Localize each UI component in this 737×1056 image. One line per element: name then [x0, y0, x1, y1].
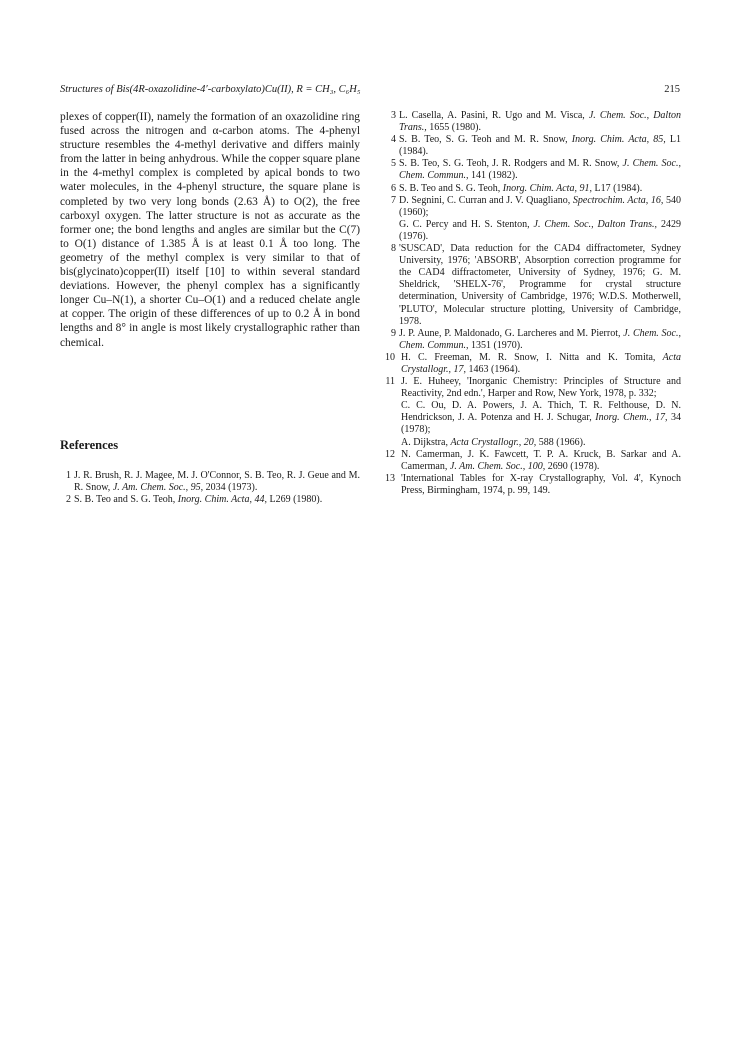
reference-text [399, 134, 681, 158]
reference-number: 11 [385, 376, 395, 388]
reference-number: 10 [385, 351, 395, 363]
reference-item [385, 195, 681, 243]
reference-text [401, 449, 681, 473]
reference-text [399, 328, 681, 352]
reference-item [385, 110, 681, 134]
reference-authors: G. C. Percy and H. S. Stenton, [399, 218, 534, 230]
reference-journal: Inorg. Chim. Acta, 44, [177, 494, 267, 506]
reference-journal: J. Chem. Soc., Chem. Commun., [399, 327, 681, 351]
reference-citation [399, 134, 681, 158]
reference-text [401, 352, 681, 376]
right-column [385, 110, 681, 497]
reference-authors: L. Casella, A. Pasini, R. Ugo and M. Visca, [399, 110, 589, 121]
reference-item [385, 134, 681, 158]
reference-number: 9 [391, 327, 396, 339]
reference-citation [399, 110, 681, 134]
reference-item [385, 352, 681, 376]
reference-citation [399, 328, 681, 352]
reference-authors: J. P. Aune, P. Maldonado, G. Larcheres and M. Pierrot, [399, 327, 624, 339]
reference-number: 3 [391, 110, 396, 121]
reference-citation [74, 470, 360, 494]
reference-pages: 141 (1982). [468, 170, 518, 182]
references-heading: References [60, 438, 119, 452]
reference-journal: Acta Crystallogr., 17, [401, 351, 681, 375]
reference-text [401, 376, 681, 449]
reference-authors: 'SUSCAD', Data reduction for the CAD4 diffractometer, Sydney University, 1976; 'ABSORB', Absorption correction programme for the CAD4 diffractometer, University of Sydney, 1976; G. M. Sheldrick, 'SHELX-76', Programme for crystal structure determination, University of Cambridge, 1976; W.D.S. Motherwell, 'PLUTO', Molecular structure plotting, University of Cambridge, 1978. [399, 243, 681, 327]
reference-citation [401, 437, 681, 449]
reference-item [60, 470, 360, 494]
reference-item [385, 328, 681, 352]
reference-citation [401, 449, 681, 473]
reference-journal: Spectrochim. Acta, 16, [572, 194, 664, 206]
reference-pages: L269 (1980). [266, 494, 323, 506]
reference-journal: Inorg. Chem., 17, [595, 412, 668, 424]
reference-number: 1 [66, 470, 71, 481]
reference-item [385, 158, 681, 182]
reference-pages: 540 (1960); [399, 194, 681, 218]
reference-item [60, 494, 360, 506]
reference-authors: S. B. Teo, S. G. Teoh, J. R. Rodgers and M. R. Snow, [399, 158, 623, 170]
reference-citation [399, 183, 681, 195]
reference-journal: J. Chem. Soc., Dalton Trans., [399, 110, 681, 134]
reference-authors: S. B. Teo, S. G. Teoh and M. R. Snow, [399, 134, 572, 146]
reference-pages: 34 (1978); [401, 412, 681, 436]
reference-item [385, 473, 681, 497]
reference-citation [401, 473, 681, 497]
reference-journal: J. Am. Chem. Soc., 95, [112, 482, 204, 494]
reference-number: 5 [391, 158, 396, 170]
reference-authors: S. B. Teo and S. G. Teoh, [399, 182, 503, 194]
reference-journal: J. Am. Chem. Soc., 100, [449, 460, 546, 472]
reference-item [385, 183, 681, 195]
reference-number: 12 [385, 448, 395, 460]
reference-pages: 2690 (1978). [545, 460, 600, 472]
reference-citation [401, 352, 681, 376]
reference-citation [399, 243, 681, 328]
reference-authors: S. B. Teo and S. G. Teoh, [74, 494, 178, 506]
reference-journal: Inorg. Chim. Acta, 91, [502, 182, 592, 194]
reference-journal: Inorg. Chim. Acta, 85, [571, 134, 666, 146]
left-column [60, 110, 360, 506]
reference-journal: Acta Crystallogr., 20, [450, 436, 537, 448]
reference-authors: D. Segnini, C. Curran and J. V. Quagliano, [399, 194, 573, 206]
reference-number: 4 [391, 134, 396, 146]
reference-pages: 1463 (1964). [466, 363, 521, 375]
reference-authors: J. E. Huheey, 'Inorganic Chemistry: Principles of Structure and Reactivity, 2nd edn.', Harper and Row, New York, 1978, p. 332; [401, 376, 681, 400]
reference-citation [399, 158, 681, 182]
reference-text [399, 110, 681, 134]
reference-pages: 1351 (1970). [468, 339, 523, 351]
reference-text [74, 494, 360, 506]
reference-number: 8 [391, 243, 396, 255]
references-list-right [385, 110, 681, 497]
reference-text [399, 183, 681, 195]
reference-authors: C. C. Ou, D. A. Powers, J. A. Thich, T. R. Felthouse, D. N. Hendrickson, J. A. Potenza and H. J. Schugar, [401, 400, 681, 424]
reference-text [399, 243, 681, 328]
reference-text [399, 195, 681, 243]
reference-pages: 2429 (1976). [399, 218, 682, 242]
reference-item [385, 376, 681, 449]
reference-number: 6 [391, 182, 396, 194]
references-list-left [60, 470, 360, 506]
running-head-title: Structures of Bis(4R-oxazolidine-4′-carboxylato)Cu(II), R = CH₃, C₆H₅ [60, 84, 361, 95]
reference-authors: 'International Tables for X-ray Crystallography, Vol. 4', Kynoch Press, Birmingham, 1974, p. 99, 149. [401, 472, 681, 496]
reference-text [401, 473, 681, 497]
reference-item [385, 243, 681, 328]
reference-number: 2 [66, 494, 71, 506]
reference-citation [399, 219, 681, 243]
reference-authors: N. Camerman, J. K. Fawcett, T. P. A. Kruck, B. Sarkar and A. Camerman, [401, 448, 681, 472]
running-head [60, 84, 680, 100]
reference-pages: L1 (1984). [399, 134, 682, 158]
reference-pages: 588 (1966). [536, 436, 586, 448]
page-number: 215 [664, 84, 680, 95]
reference-pages: 1655 (1980). [426, 122, 481, 134]
reference-authors: H. C. Freeman, M. R. Snow, I. Nitta and K. Tomita, [401, 351, 663, 363]
reference-item [385, 449, 681, 473]
reference-text [399, 158, 681, 182]
reference-number: 7 [391, 194, 396, 206]
reference-citation [401, 376, 681, 400]
reference-citation [74, 494, 360, 506]
reference-citation [399, 195, 681, 219]
reference-text [74, 470, 360, 494]
reference-journal: J. Chem. Soc., Dalton Trans., [533, 218, 658, 230]
reference-authors: A. Dijkstra, [401, 436, 451, 448]
reference-journal: J. Chem. Soc., Chem. Commun., [399, 158, 681, 182]
reference-pages: 2034 (1973). [203, 482, 258, 494]
body-paragraph: plexes of copper(II), namely the formation of an oxazolidine ring fused across the nitrogen and α-carbon atoms. The 4-phenyl structure resembles the 4-methyl derivative and differs mainly from the latter in being anhydrous. While the copper square plane in the 4-methyl complex is completed by apical bonds to two water molecules, in the 4-phenyl structure, the square plane is completed by two very long bonds (2.63 Å) to O(2), the free carboxyl oxygen. The latter structure is not as accurate as the former one; the bond lengths and angles are similar but the C(7) to O(1) distance of 1.385 Å is at least 0.1 Å too long. The geometry of the methyl complex is very similar to that of bis(glycinato)copper(II) itself [10] to within several standard deviations. However, the phenyl complex has a significantly longer Cu–N(1), a shorter Cu–O(1) and a reduced chelate angle at copper. The origin of these differences of up to 0.2 Å in bond lengths and 8° in angle is most likely crystallographic rather than chemical. [60, 111, 360, 349]
reference-citation [401, 400, 681, 436]
reference-number: 13 [385, 472, 395, 484]
reference-authors: J. R. Brush, R. J. Magee, M. J. O'Connor, S. B. Teo, R. J. Geue and M. R. Snow, [74, 470, 360, 494]
reference-pages: L17 (1984). [591, 182, 643, 194]
